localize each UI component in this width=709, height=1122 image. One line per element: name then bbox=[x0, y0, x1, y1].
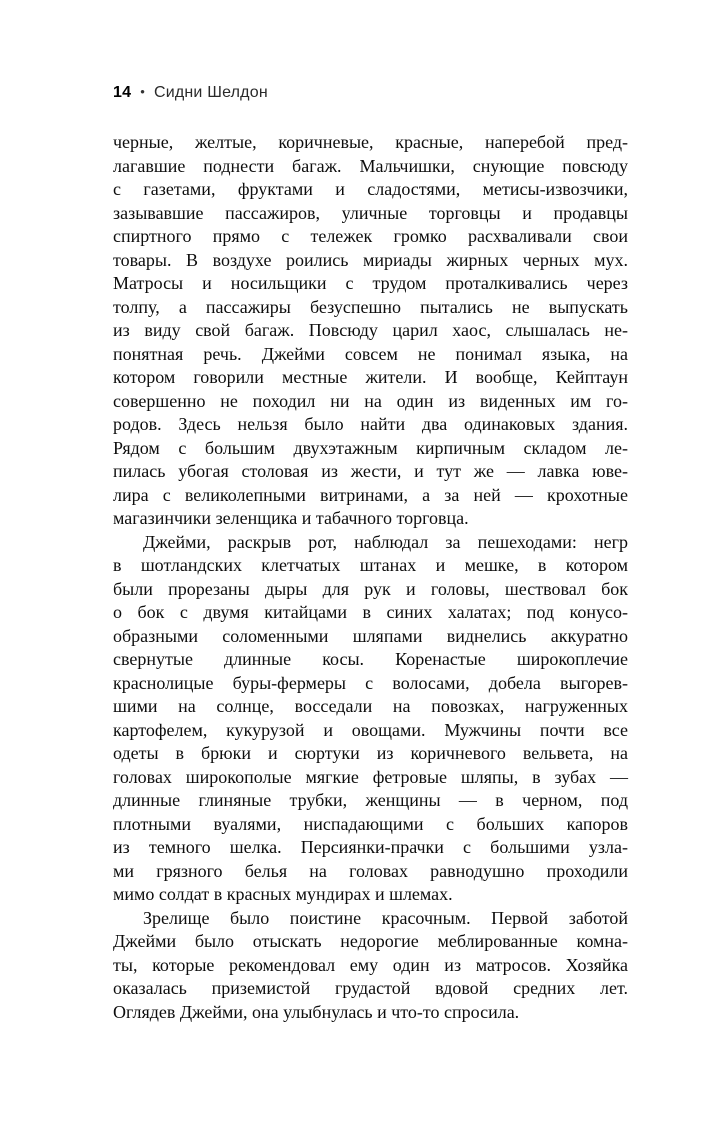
text-line: лагавшие поднести багаж. Мальчишки, снующие повсюду bbox=[113, 155, 628, 176]
text-line: оказалась приземистой грудастой вдовой средних лет. bbox=[113, 978, 628, 998]
text-line: свернутые длинные косы. Коренастые широкоплечие bbox=[113, 649, 628, 669]
text-line: Джейми, раскрыв рот, наблюдал за пешеходами: негр bbox=[143, 531, 628, 552]
text-line: краснолицые буры-фермеры с волосами, добела выгорев- bbox=[113, 672, 628, 693]
text-line: толпу, а пассажиры безуспешно пытались не выпускать bbox=[113, 296, 628, 317]
text-line: с газетами, фруктами и сладостями, метисы-извозчики, bbox=[113, 179, 628, 199]
text-line: лира с великолепными витринами, а за ней — крохотные bbox=[113, 484, 628, 505]
text-line: Рядом с большим двухэтажным кирпичным складом ле- bbox=[113, 437, 628, 458]
text-line: головах широкополые мягкие фетровые шляпы, в зубах — bbox=[113, 766, 628, 787]
text-line: плотными вуалями, ниспадающими с больших капоров bbox=[113, 813, 628, 834]
text-line: образными соломенными шляпами виднелись аккуратно bbox=[113, 625, 628, 646]
text-line: одеты в брюки и сюртуки из коричневого вельвета, на bbox=[113, 743, 628, 763]
bullet-separator-icon: • bbox=[140, 84, 145, 99]
text-line: Джейми было отыскать недорогие меблированные комна- bbox=[113, 931, 628, 951]
text-line: ты, которые рекомендовал ему один из матросов. Хозяйка bbox=[113, 954, 628, 975]
paragraph bbox=[113, 131, 628, 531]
text-line: Матросы и носильщики с трудом проталкивались через bbox=[113, 273, 628, 293]
text-line: совершенно не походил ни на один из виденных им го- bbox=[113, 390, 628, 411]
text-line: были прорезаны дыры для рук и головы, шествовал бок bbox=[113, 578, 628, 599]
running-header bbox=[113, 84, 628, 102]
text-line: котором говорили местные жители. И вообще, Кейптаун bbox=[113, 367, 628, 387]
text-line: о бок с двумя китайцами в синих халатах; под конусо- bbox=[113, 602, 628, 622]
text-line: мимо солдат в красных мундирах и шлемах. bbox=[113, 884, 453, 904]
page-number: 14 bbox=[113, 84, 132, 101]
text-line: Оглядев Джейми, она улыбнулась и что-то спросила. bbox=[113, 1001, 520, 1022]
text-line: ми грязного белья на головах равнодушно проходили bbox=[113, 860, 628, 881]
text-line: спиртного прямо с тележек громко расхваливали свои bbox=[113, 226, 628, 246]
text-block bbox=[113, 131, 628, 1024]
text-line: зазывавшие пассажиров, уличные торговцы и продавцы bbox=[113, 202, 628, 223]
text-line: шими на солнце, восседали на повозках, нагруженных bbox=[113, 696, 628, 716]
text-line: из виду свой багаж. Повсюду царил хаос, слышалась не- bbox=[113, 320, 628, 340]
text-line: картофелем, кукурузой и овощами. Мужчины почти все bbox=[113, 719, 628, 740]
text-line: понятная речь. Джейми совсем не понимал языка, на bbox=[113, 343, 628, 364]
paragraph bbox=[113, 531, 628, 907]
text-line: Зрелище было поистине красочным. Первой заботой bbox=[143, 907, 628, 928]
text-line: родов. Здесь нельзя было найти два одинаковых здания. bbox=[113, 414, 628, 434]
text-line: длинные глиняные трубки, женщины — в черном, под bbox=[113, 790, 628, 810]
text-line: магазинчики зеленщика и табачного торговца. bbox=[113, 508, 469, 528]
text-line: товары. В воздухе роились мириады жирных черных мух. bbox=[113, 249, 628, 270]
text-line: черные, желтые, коричневые, красные, наперебой пред- bbox=[113, 132, 628, 152]
text-line: в шотландских клетчатых штанах и мешке, в котором bbox=[113, 555, 628, 575]
text-line: из темного шелка. Персиянки-прачки с большими узла- bbox=[113, 837, 628, 857]
paragraph bbox=[113, 907, 628, 1025]
author-name: Сидни Шелдон bbox=[153, 84, 268, 101]
text-line: пилась убогая столовая из жести, и тут же — лавка юве- bbox=[113, 461, 628, 481]
